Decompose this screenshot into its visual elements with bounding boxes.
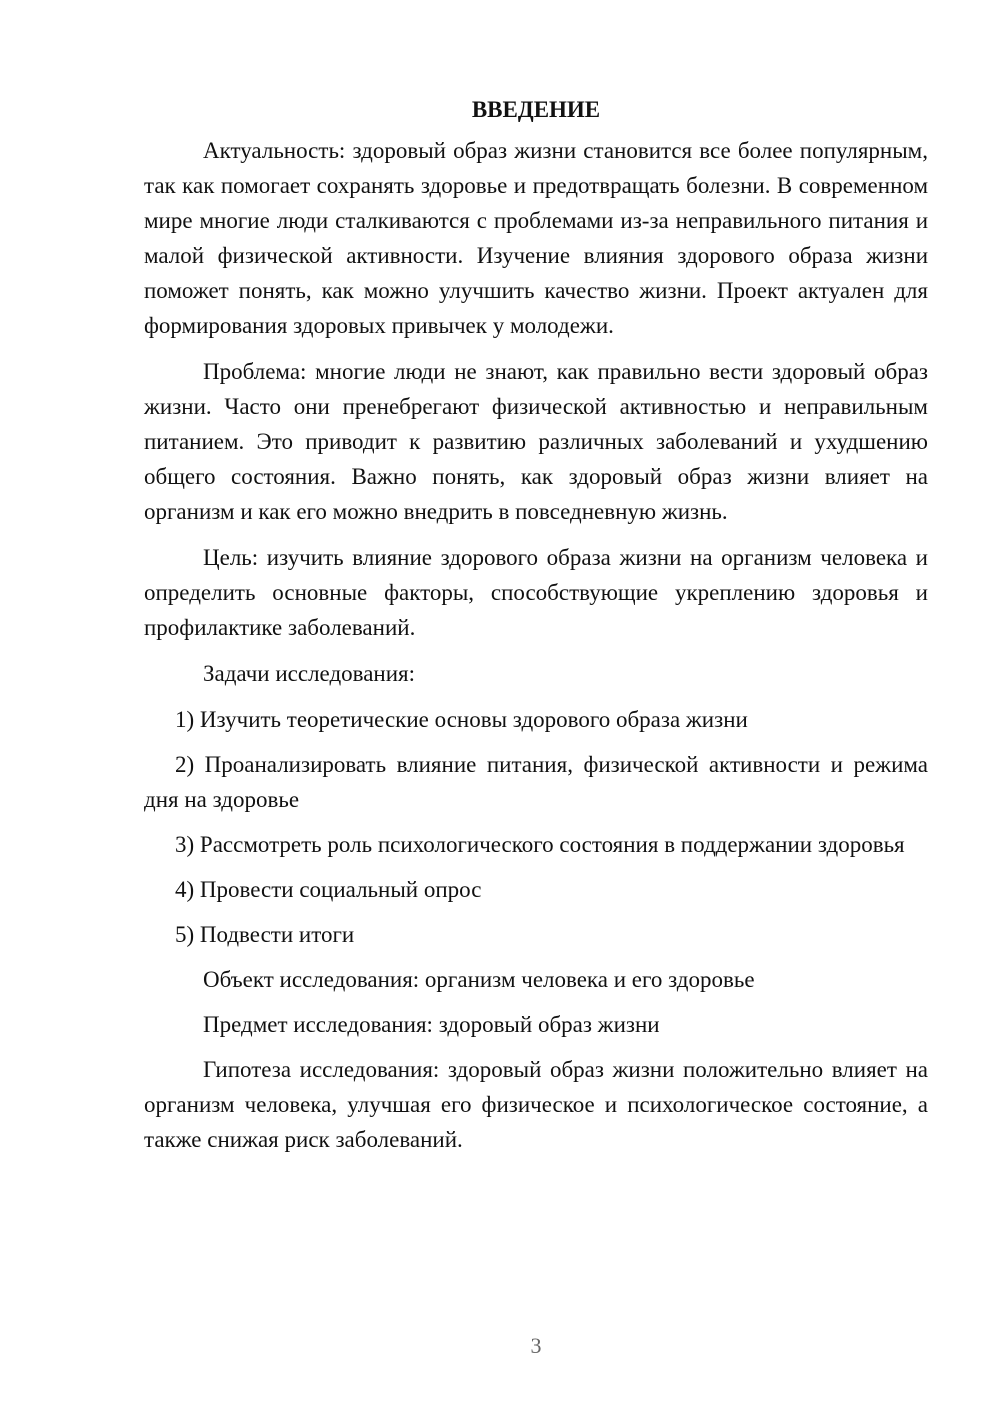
relevance-paragraph: Актуальность: здоровый образ жизни становится все более популярным, так как помогает сохранять здоровье и предотвращать болезни. В современном мире многие люди сталкиваются с проблемами из-за неправильного питания и малой физической активности. Изучение влияния здорового образа жизни поможет понять, как можно улучшить качество жизни. Проект актуален для формирования здоровых привычек у молодежи. (144, 138, 928, 338)
task-item: 2) Проанализировать влияние питания, физической активности и режима дня на здоровье (144, 752, 928, 812)
tasks-heading: Задачи исследования: (203, 661, 416, 686)
document-body (144, 92, 928, 1168)
page-title: ВВЕДЕНИЕ (471, 97, 601, 122)
page-number: 3 (530, 1333, 542, 1358)
task-item: 1) Изучить теоретические основы здорового образа жизни (175, 707, 748, 732)
task-item: 3) Рассмотреть роль психологического состояния в поддержании здоровья (175, 832, 905, 857)
research-hypothesis: Гипотеза исследования: здоровый образ жизни положительно влияет на организм человека, улучшая его физическое и психологическое состояние, а также снижая риск заболеваний. (144, 1057, 928, 1152)
research-object: Объект исследования: организм человека и его здоровье (203, 967, 755, 992)
problem-paragraph: Проблема: многие люди не знают, как правильно вести здоровый образ жизни. Часто они пренебрегают физической активностью и неправильным питанием. Это приводит к развитию различных заболеваний и ухудшению общего состояния. Важно понять, как здоровый образ жизни влияет на организм и как его можно внедрить в повседневную жизнь. (144, 359, 928, 524)
research-subject: Предмет исследования: здоровый образ жизни (203, 1012, 660, 1037)
task-item: 4) Провести социальный опрос (175, 877, 482, 902)
task-item: 5) Подвести итоги (175, 922, 355, 947)
goal-paragraph: Цель: изучить влияние здорового образа жизни на организм человека и определить основные факторы, способствующие укреплению здоровья и профилактике заболеваний. (144, 545, 928, 640)
